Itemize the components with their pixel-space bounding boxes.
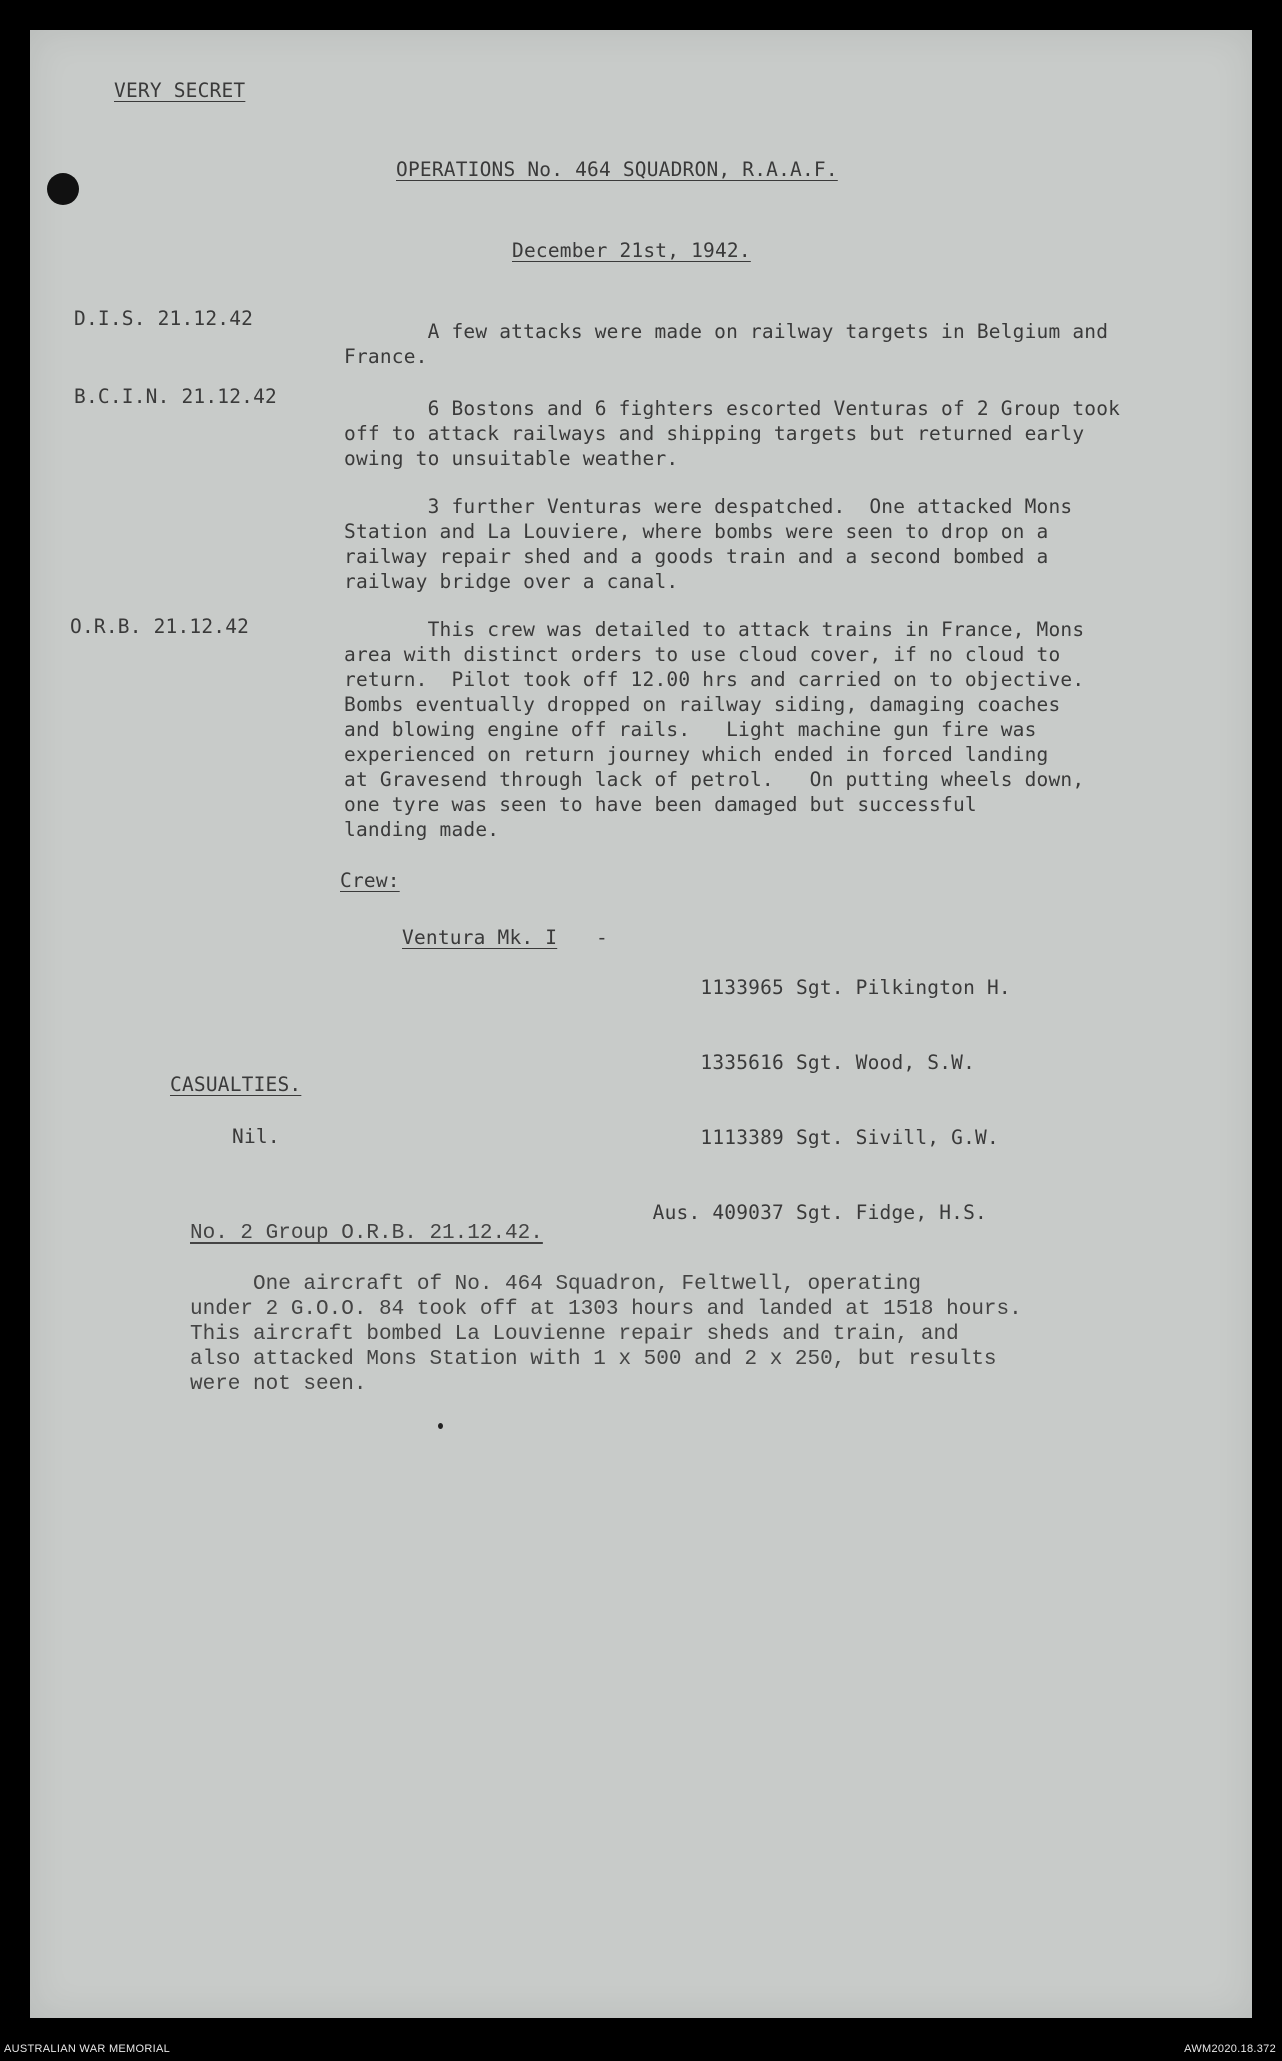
casualties-value: Nil. [232,1125,280,1148]
footer-archive-name: AUSTRALIAN WAR MEMORIAL [4,2043,171,2055]
crew-member [620,1125,1050,1150]
crew-aircraft: Ventura Mk. I [402,926,558,949]
crew-name: Sgt. Pilkington H. [795,976,1011,999]
entry-paragraph: This crew was detailed to attack trains in France, Mons area with distinct orders to use cloud cover, if no cloud to return. Pilot took off 12.00 hrs and carried on to objective. Bombs eventually dropped on railway siding, damaging coaches and blowing engine off rails. Light machine gun fire was experienced on return journey which ended in forced landing at Gravesend through lack of petrol. On putting wheels down, one tyre was seen to have been damaged but successful landing made. [344,618,1085,841]
group-report-paragraph: One aircraft of No. 464 Squadron, Feltwell, operating under 2 G.O.O. 84 took off at 1303 hours and landed at 1518 hours. This aircraft bombed La Louvienne repair sheds and train, and also attacked Mons Station with 1 x 500 and 2 x 250, but results were not seen. [190,1273,1022,1396]
entry-paragraph: 6 Bostons and 6 fighters escorted Venturas of 2 Group took off to attack railways and shipping targets but returned early owing to unsuitable weather. [344,397,1121,470]
service-number: 1133965 [700,976,784,999]
crew-name: Sgt. Wood, S.W. [795,1051,976,1074]
crew-name: Sgt. Sivill, G.W. [795,1126,999,1149]
crew-member [620,1200,1050,1225]
casualties-heading: CASUALTIES. [170,1073,302,1096]
group-report-heading: No. 2 Group O.R.B. 21.12.42. [190,1222,543,1245]
service-number: 1113389 [700,1126,784,1149]
document-title: OPERATIONS No. 464 SQUADRON, R.A.A.F. [396,158,838,181]
entry-paragraph: 3 further Venturas were despatched. One attacked Mons Station and La Louviere, where bombs were seen to drop on a railway repair shed and a goods train and a second bombed a railway bridge over a canal. [344,495,1073,593]
crew-member [620,975,1050,1000]
service-number: 1335616 [700,1051,784,1074]
entry-ref-bcin: B.C.I.N. 21.12.42 [74,385,277,408]
ink-speck [438,1423,443,1429]
classification-label: VERY SECRET [114,79,246,102]
entry-ref-dis: D.I.S. 21.12.42 [74,307,254,330]
crew-heading: Crew: [340,869,400,892]
entry-ref-orb: O.R.B. 21.12.42 [70,615,250,638]
crew-dash: - [596,926,608,949]
footer-reference: AWM2020.18.372 [1184,2043,1276,2055]
crew-list [620,925,1050,1250]
punch-hole [47,173,79,205]
service-number: Aus. 409037 [652,1201,784,1224]
entry-paragraph: A few attacks were made on railway targets in Belgium and France. [344,320,1109,368]
crew-member [620,1050,1050,1075]
document-date: December 21st, 1942. [512,239,751,262]
crew-name: Sgt. Fidge, H.S. [795,1201,987,1224]
